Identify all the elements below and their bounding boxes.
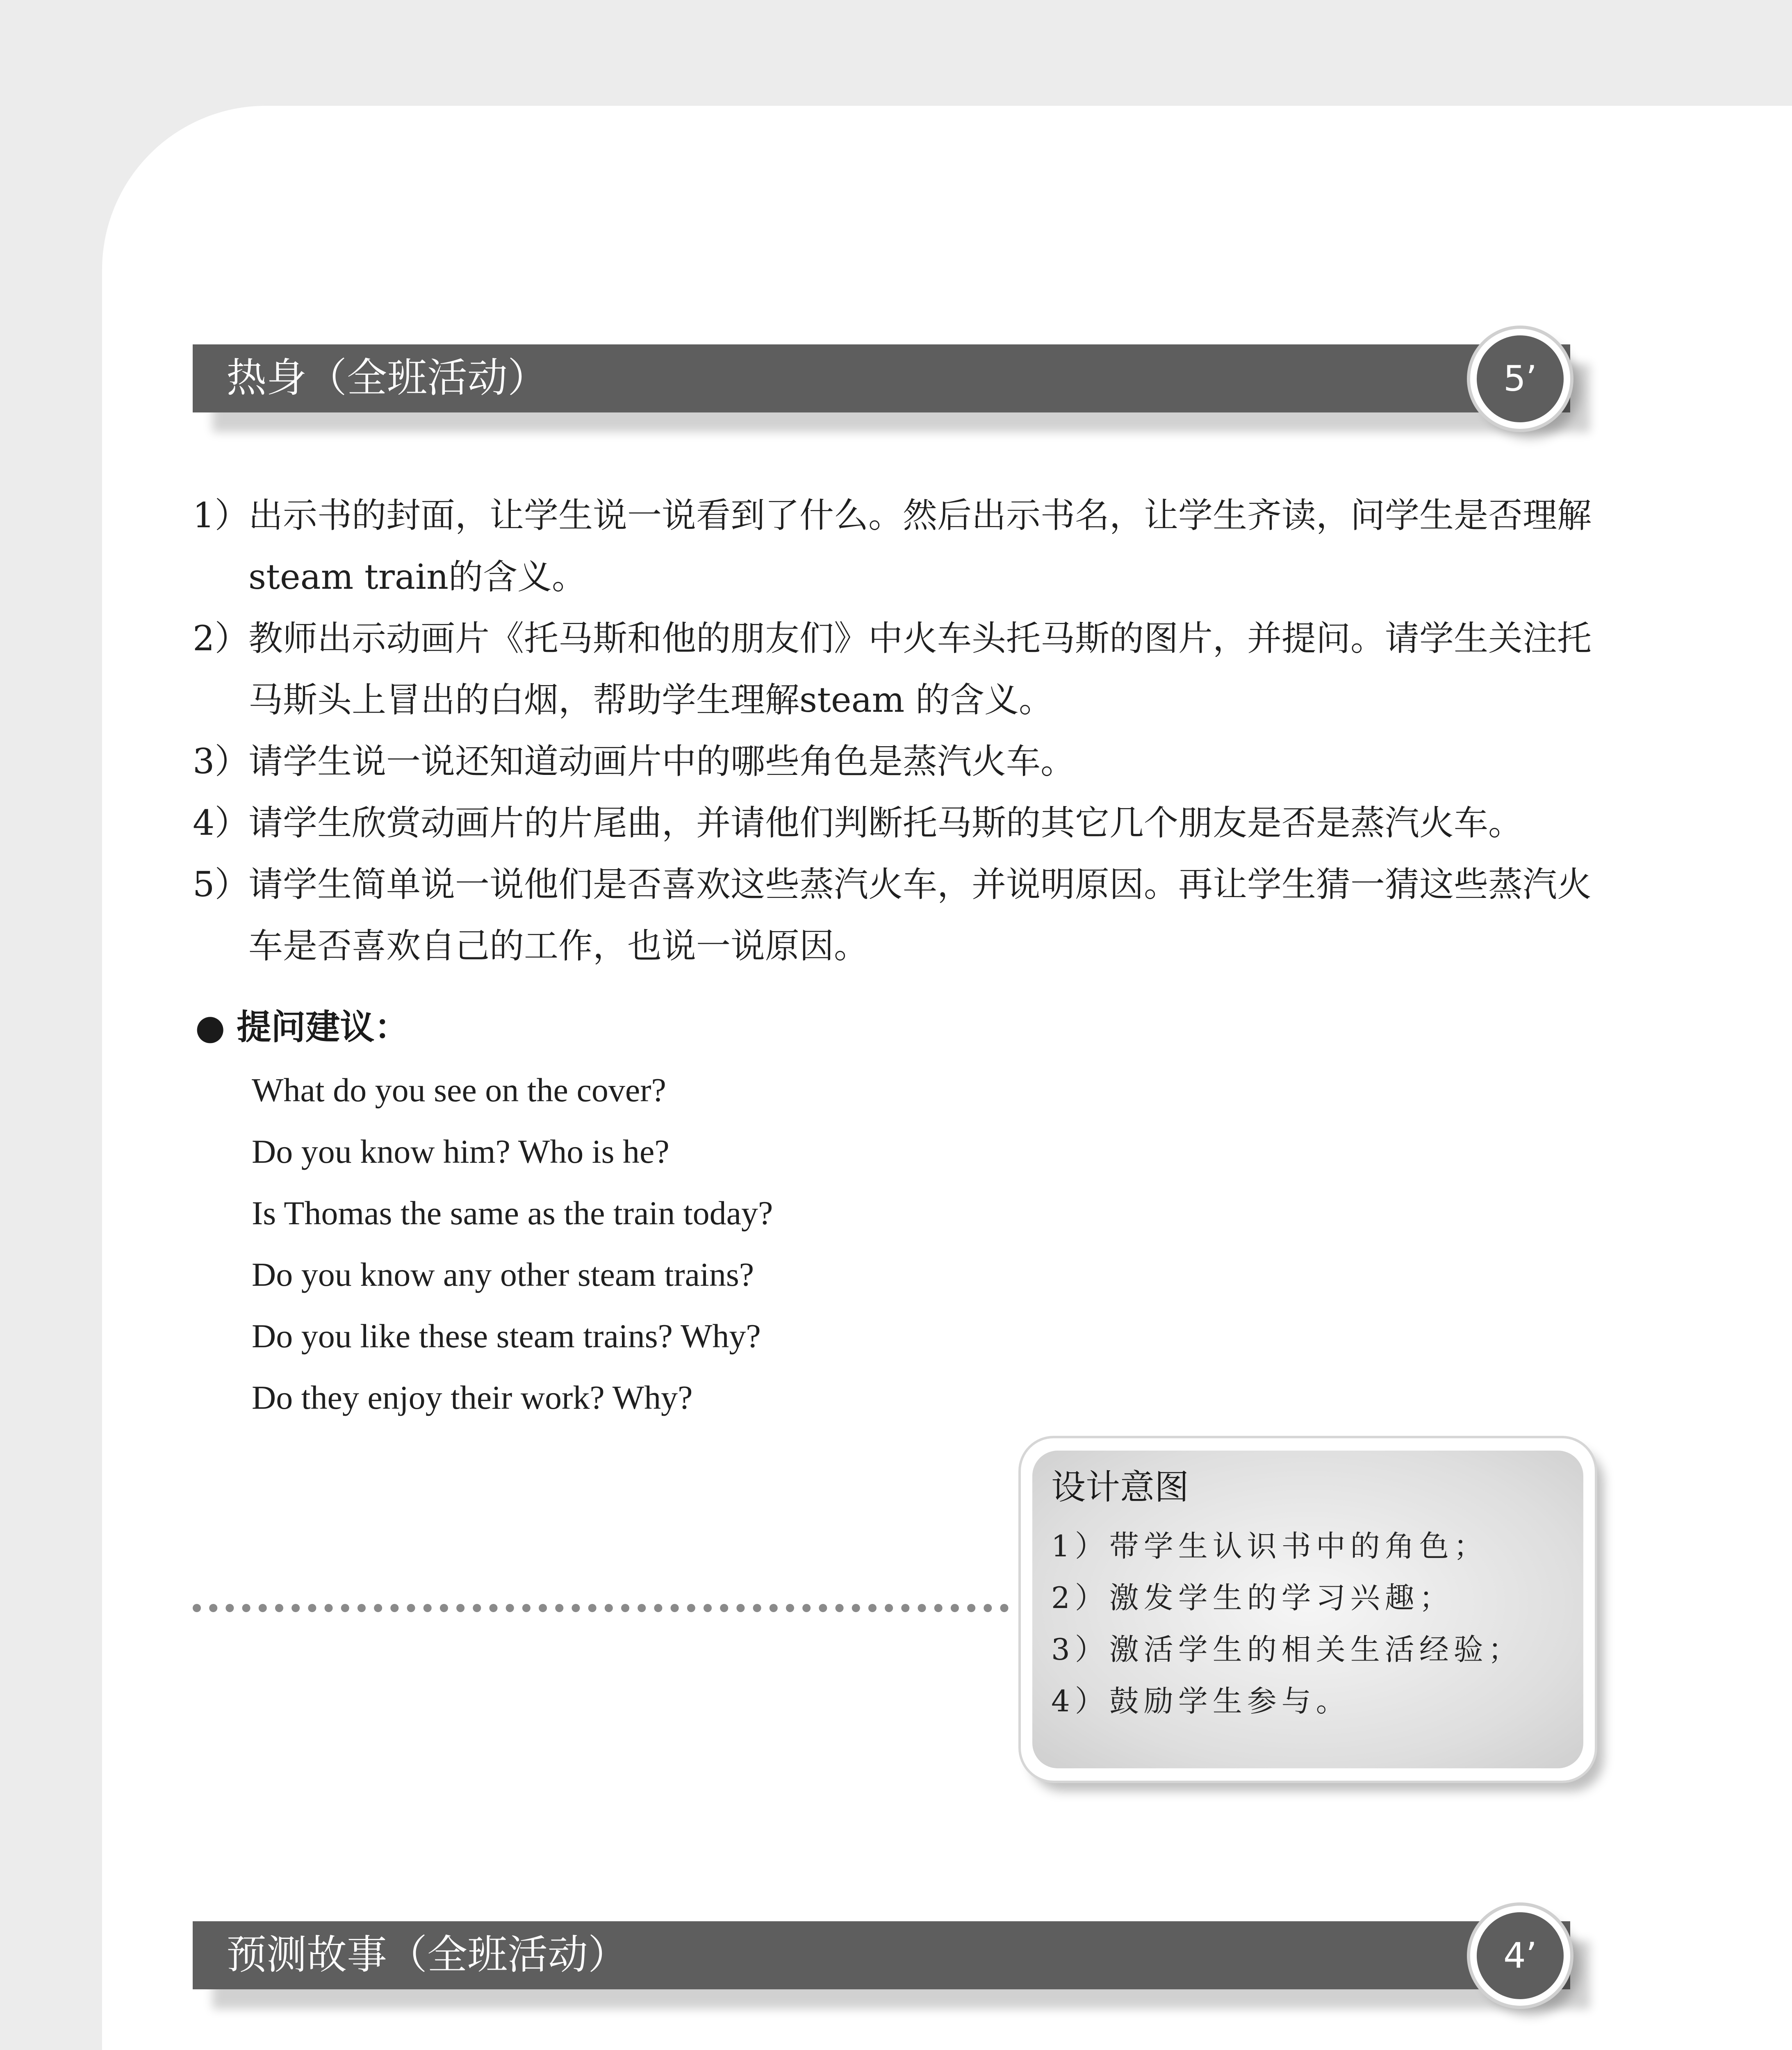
warmup-steps-list bbox=[193, 485, 1611, 977]
warmup-section-title: 热身（全班活动） bbox=[226, 355, 548, 401]
design-intent-title: 设计意图 bbox=[1051, 1467, 1189, 1507]
question-item: Do you know any other steam trains? bbox=[252, 1256, 754, 1293]
design-intent-box bbox=[1021, 1438, 1595, 1781]
design-intent-item: 1）带学生认识书中的角色； bbox=[1051, 1529, 1488, 1563]
question-item: Do you know him? Who is he? bbox=[252, 1133, 669, 1170]
warmup-step: 2） 教师出示动画片《托马斯和他的朋友们》中火车头托马斯的图片，并提问。请学生关注托马斯头上冒出的白烟，帮助学生理解steam 的含义。 bbox=[193, 618, 1592, 720]
warmup-time-badge: 5’ bbox=[1470, 329, 1570, 429]
question-item: What do you see on the cover? bbox=[252, 1071, 666, 1109]
predict-section-header bbox=[193, 1921, 1570, 1989]
warmup-step: 4） 请学生欣赏动画片的片尾曲，并请他们判断托马斯的其它几个朋友是否是蒸汽火车。 bbox=[193, 803, 1523, 843]
warmup-step: 5） 请学生简单说一说他们是否喜欢这些蒸汽火车，并说明原因。再让学生猜一猜这些蒸汽火车是否喜欢自己的工作，也说一说原因。 bbox=[193, 864, 1592, 966]
question-item: Is Thomas the same as the train today? bbox=[252, 1194, 773, 1232]
design-intent-item: 3）激活学生的相关生活经验； bbox=[1051, 1632, 1523, 1667]
warmup-section-header bbox=[193, 344, 1570, 412]
dotted-divider bbox=[193, 1604, 1009, 1612]
predict-section-title: 预测故事（全班活动） bbox=[226, 1932, 628, 1978]
warmup-questions-list bbox=[252, 1059, 773, 1428]
design-intent-item: 2）激发学生的学习兴趣； bbox=[1051, 1581, 1454, 1615]
predict-time-badge: 4’ bbox=[1470, 1906, 1570, 2006]
design-intent-list bbox=[1051, 1520, 1523, 1727]
warmup-suggest-label: ● 提问建议： bbox=[195, 1007, 409, 1047]
question-item: Do you like these steam trains? Why? bbox=[252, 1317, 761, 1355]
design-intent-item: 4）鼓励学生参与。 bbox=[1051, 1684, 1350, 1718]
warmup-step: 3） 请学生说一说还知道动画片中的哪些角色是蒸汽火车。 bbox=[193, 741, 1075, 781]
bullet-dot-icon: ● bbox=[195, 1007, 225, 1047]
question-item: Do they enjoy their work? Why? bbox=[252, 1379, 693, 1416]
warmup-step: 1） 出示书的封面，让学生说一说看到了什么。然后出示书名，让学生齐读，问学生是否理解steam train的含义。 bbox=[193, 495, 1592, 597]
